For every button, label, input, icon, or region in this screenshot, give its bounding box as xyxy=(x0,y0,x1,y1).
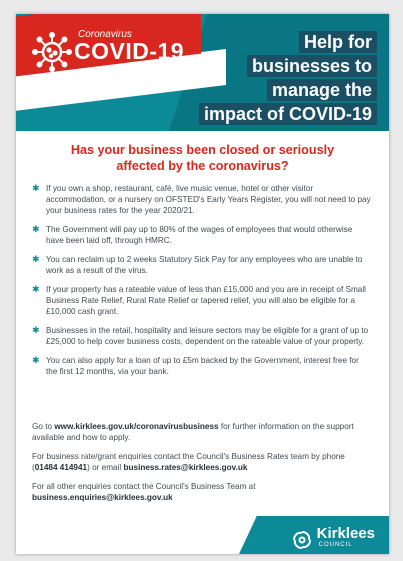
website-paragraph xyxy=(32,421,372,443)
list-item-text: The Government will pay up to 80% of the wages of employees that would otherwise have been laid off, through HMRC. xyxy=(46,225,353,245)
list-item xyxy=(32,325,372,347)
poster xyxy=(16,14,389,554)
enquiries-text-pre: For all other enquiries contact the Council's Business Team at xyxy=(32,482,256,491)
list-item xyxy=(32,183,372,216)
support-list xyxy=(32,183,372,385)
badge-small-label: Coronavirus xyxy=(78,29,132,40)
headline-line-2: businesses to xyxy=(247,55,377,77)
question-line-2: affected by the coronavirus? xyxy=(116,159,289,173)
website-text-pre: Go to xyxy=(32,422,55,431)
asterisk-bullet-icon: ✱ xyxy=(32,254,40,264)
badge-title: COVID-19 xyxy=(74,38,185,64)
kirklees-swirl-icon xyxy=(291,529,313,551)
asterisk-bullet-icon: ✱ xyxy=(32,284,40,294)
headline-line-3: manage the xyxy=(267,79,377,101)
headline-line-4: impact of COVID-19 xyxy=(199,103,377,125)
rates-text-pre: For business rate/grant enquiries contact the Council's Business Rates team by phone ( xyxy=(32,452,345,472)
list-item xyxy=(32,254,372,276)
list-item xyxy=(32,355,372,377)
business-rates-paragraph xyxy=(32,451,372,473)
kirklees-logo xyxy=(317,526,375,548)
enquiries-email-link[interactable]: business.enquiries@kirklees.gov.uk xyxy=(32,493,173,502)
asterisk-bullet-icon: ✱ xyxy=(32,325,40,335)
asterisk-bullet-icon: ✱ xyxy=(32,355,40,365)
rates-email-link[interactable]: business.rates@kirklees.gov.uk xyxy=(123,463,248,472)
question-heading xyxy=(16,142,389,174)
header-banner xyxy=(16,14,389,131)
headline-line-1: Help for xyxy=(299,31,377,53)
list-item-text: If you own a shop, restaurant, café, live music venue, hotel or other visitor accommodation, or a nursery on OFSTED's Early Years Register, you will not need to pay your business rates for the year 2020/21. xyxy=(46,184,371,215)
list-item-text: You can also apply for a loan of up to £5m backed by the Government, interest free for the first 12 months, via your bank. xyxy=(46,356,359,376)
enquiries-paragraph xyxy=(32,481,372,503)
list-item xyxy=(32,284,372,317)
phone-number[interactable]: 01484 414941 xyxy=(34,463,88,472)
asterisk-bullet-icon: ✱ xyxy=(32,183,40,193)
logo-name: Kirklees xyxy=(316,525,375,542)
asterisk-bullet-icon: ✱ xyxy=(32,224,40,234)
question-line-1: Has your business been closed or seriously xyxy=(70,143,335,157)
rates-text-mid: ) or email xyxy=(87,463,124,472)
list-item xyxy=(32,224,372,246)
list-item-text: Businesses in the retail, hospitality and leisure sectors may be eligible for a grant of up to £25,000 to help cover business costs, dependent on the rateable value of your property. xyxy=(46,326,369,346)
website-link[interactable]: www.kirklees.gov.uk/coronavirusbusiness xyxy=(54,422,219,431)
logo-subtitle: COUNCIL xyxy=(318,542,353,548)
virus-icon xyxy=(32,32,72,72)
list-item-text: You can reclaim up to 2 weeks Statutory Sick Pay for any employees who are unable to work as a result of the virus. xyxy=(46,255,363,275)
website-text-post: for further information on the support available and how to apply. xyxy=(32,422,354,442)
list-item-text: If your property has a rateable value of less than £15,000 and you are in receipt of Small Business Rate Relief, Rural Rate Relief or tapered relief, you will also be eligible for a £10,000 cash grant. xyxy=(46,285,366,316)
